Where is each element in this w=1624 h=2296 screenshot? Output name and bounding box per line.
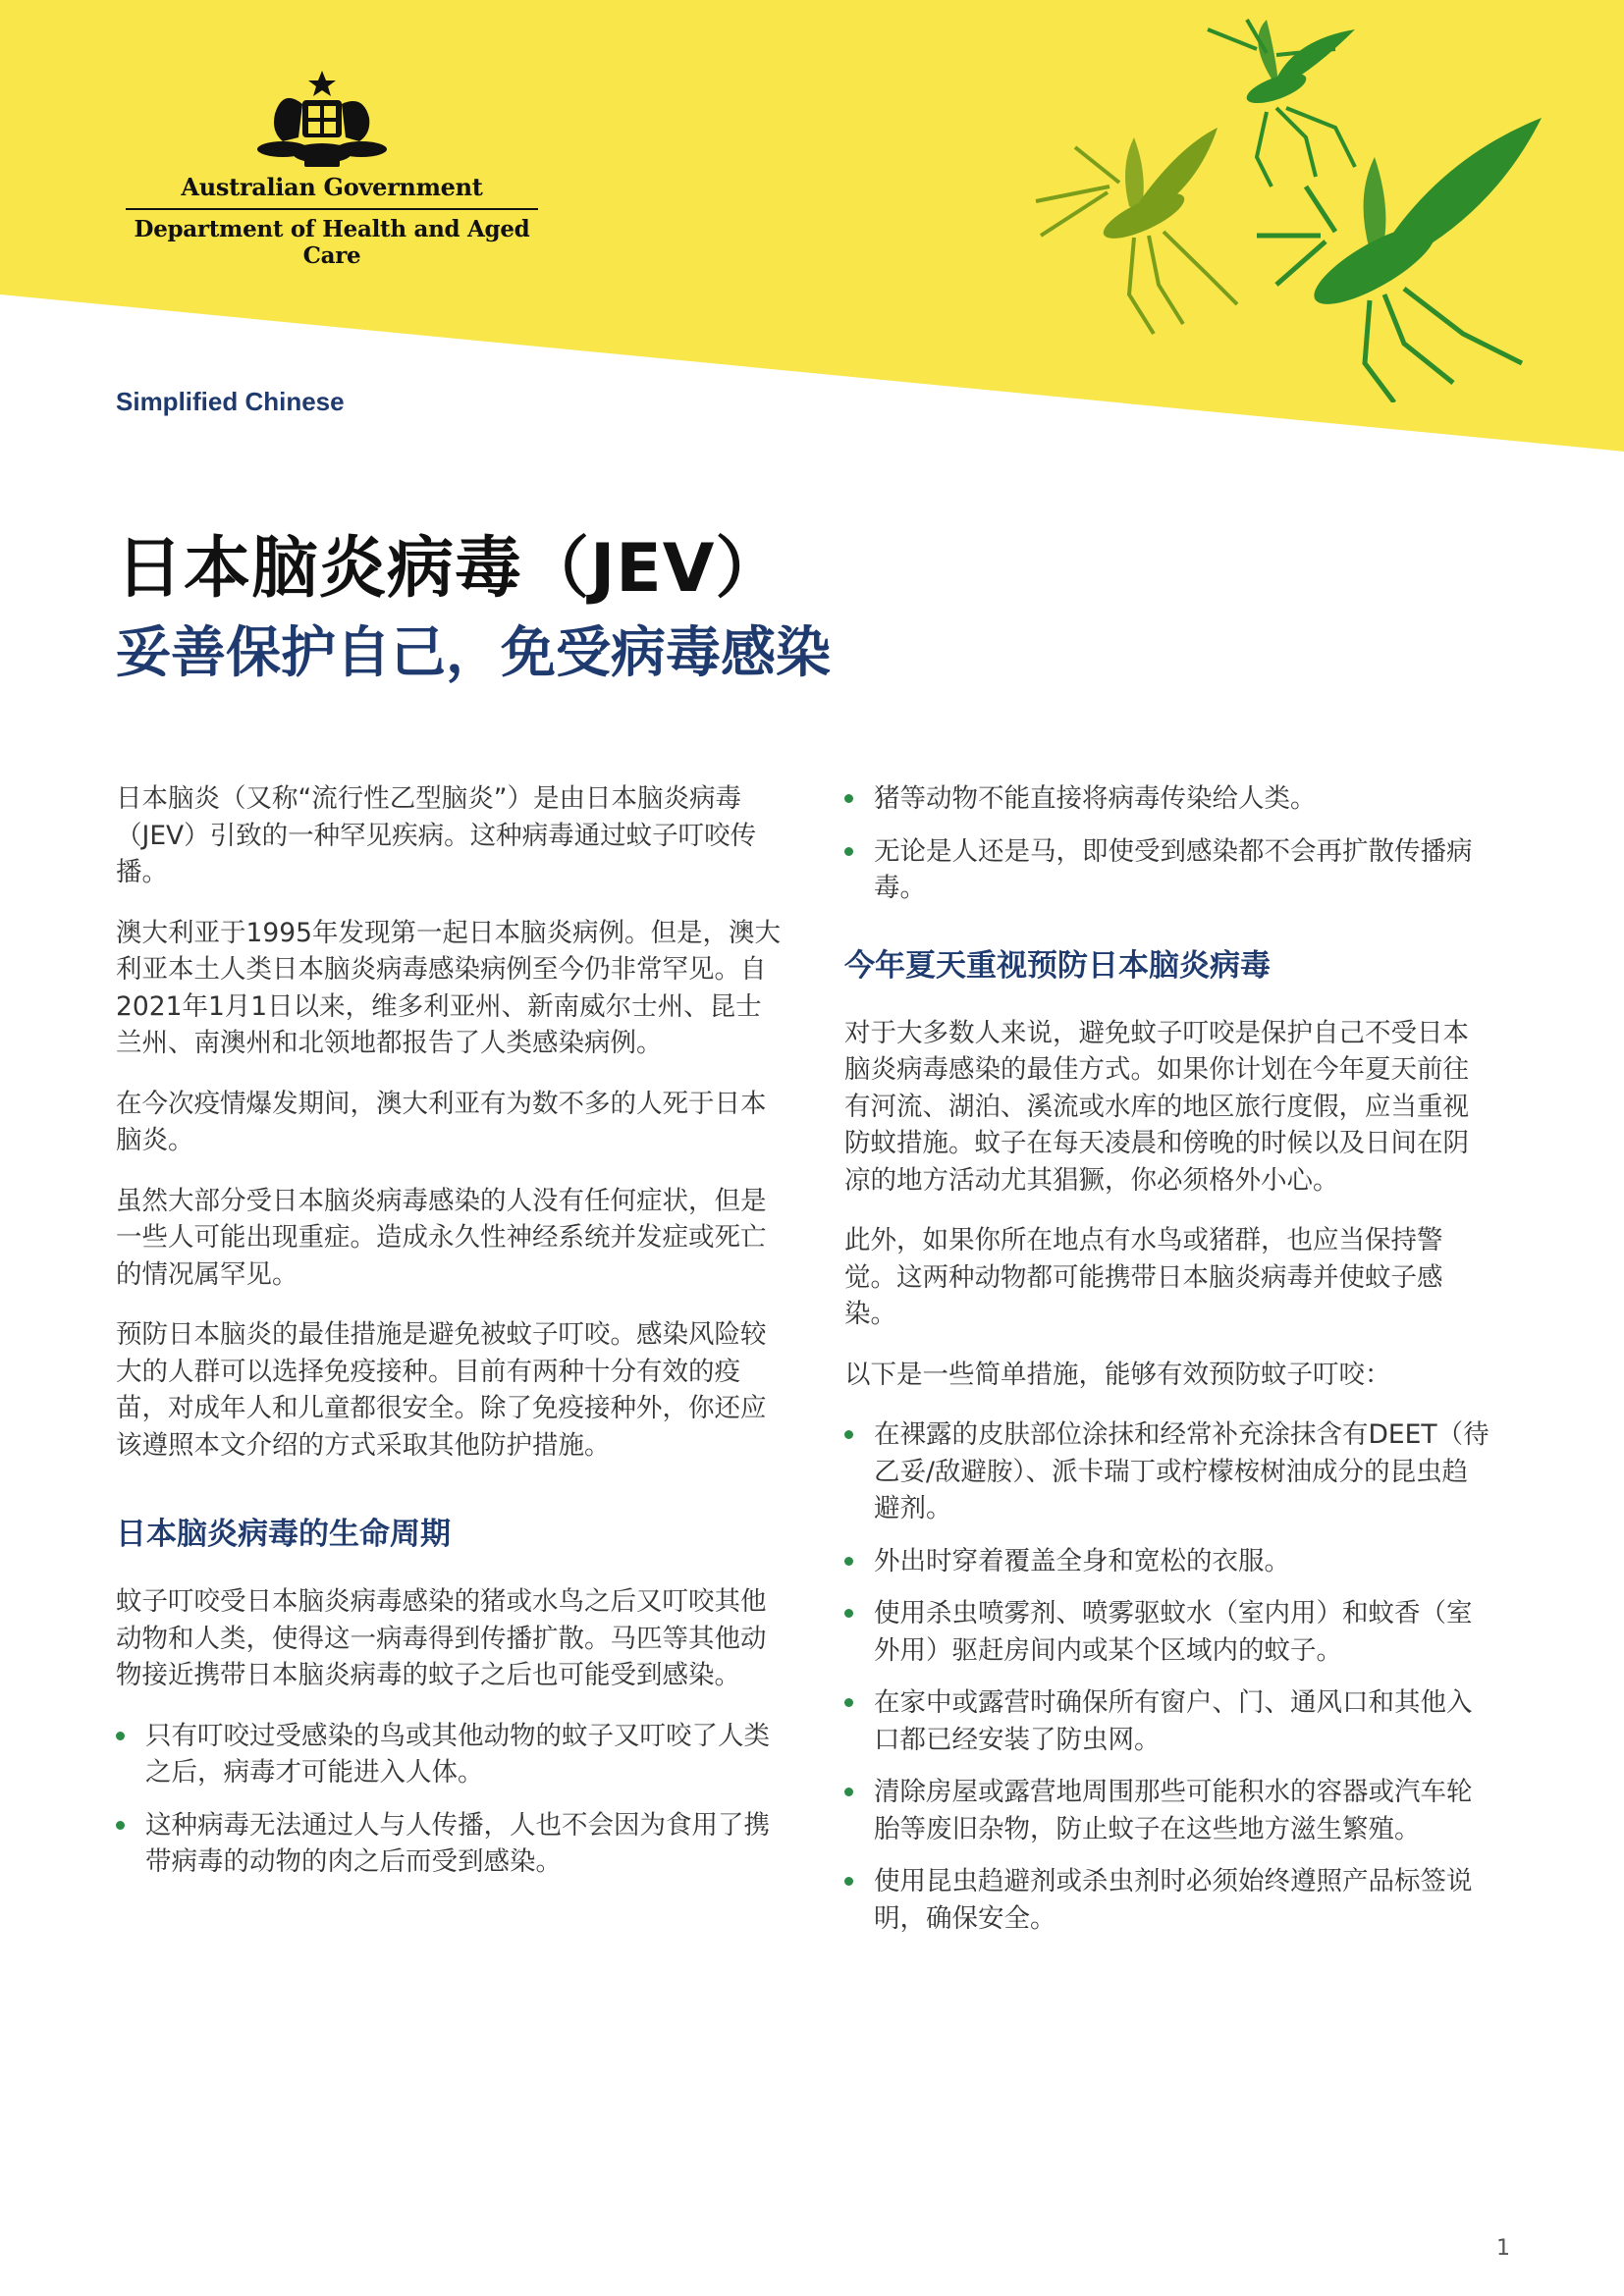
list-item: 猪等动物不能直接将病毒传染给人类。 [844,780,1492,818]
mosquito-large-body [1304,118,1542,318]
list-item: 使用昆虫趋避剂或杀虫剂时必须始终遵照产品标签说明，确保安全。 [844,1863,1492,1937]
bullet-icon [844,1698,853,1707]
bullet-icon [116,1821,125,1830]
right-column [844,780,1492,1952]
list-item: 只有叮咬过受感染的鸟或其他动物的蚊子又叮咬了人类之后，病毒才可能进入人体。 [116,1718,784,1791]
mosquito-illustration [982,10,1610,402]
list-item: 外出时穿着覆盖全身和宽松的衣服。 [844,1543,1492,1580]
left-column [116,780,784,1896]
bullet-icon [844,1788,853,1796]
bullet-icon [844,1557,853,1566]
mosquito-small-body [1243,20,1355,109]
paragraph: 蚊子叮咬受日本脑炎病毒感染的猪或水鸟之后又叮咬其他动物和人类，使得这一病毒得到传播扩散。马匹等其他动物接近携带日本脑炎病毒的蚊子之后也可能受到感染。 [116,1586,767,1690]
coat-of-arms-icon [253,69,391,169]
government-name: Australian Government [181,173,483,201]
bullet-icon [844,1430,853,1439]
section-heading-prevention: 今年夏天重视预防日本脑炎病毒 [844,947,1271,984]
paragraph: 此外，如果你所在地点有水鸟或猪群，也应当保持警觉。这两种动物都可能携带日本脑炎病毒并使蚊子感染。 [844,1225,1443,1329]
mosquito-large-icon [1257,187,1522,402]
bullet-icon [844,847,853,856]
list-item: 这种病毒无法通过人与人传播，人也不会因为食用了携带病毒的动物的肉之后而受到感染。 [116,1807,784,1881]
paragraph: 以下是一些简单措施，能够有效预防蚊子叮咬： [844,1359,1391,1390]
paragraph: 虽然大部分受日本脑炎病毒感染的人没有任何症状，但是一些人可能出现重症。造成永久性神经系统并发症或死亡的情况属罕见。 [116,1185,767,1290]
bullet-icon [844,1609,853,1618]
list-item: 无论是人还是马，即使受到感染都不会再扩散传播病毒。 [844,833,1492,907]
page-number: 1 [1496,2236,1510,2261]
bullet-icon [116,1732,125,1740]
department-name: Department of Health and Aged Care [134,216,530,269]
list-item: 在家中或露营时确保所有窗户、门、通风口和其他入口都已经安装了防虫网。 [844,1684,1492,1758]
bullet-icon [844,794,853,803]
government-logo [126,69,538,269]
language-label: Simplified Chinese [116,387,345,416]
paragraph: 在今次疫情爆发期间，澳大利亚有为数不多的人死于日本脑炎。 [116,1088,767,1155]
paragraph: 日本脑炎（又称“流行性乙型脑炎”）是由日本脑炎病毒（JEV）引致的一种罕见疾病。这种病毒通过蚊子叮咬传播。 [116,783,757,887]
bullet-icon [844,1877,853,1886]
mosquito-medium-body [1098,128,1218,247]
page-title: 日本脑炎病毒（JEV） [116,530,784,608]
page-subtitle: 妥善保护自己，免受病毒感染 [116,621,831,685]
list-item: 在裸露的皮肤部位涂抹和经常补充涂抹含有DEET（待乙妥/敌避胺）、派卡瑞丁或柠檬桉树油成分的昆虫趋避剂。 [844,1416,1492,1527]
bullet-list [844,780,1492,907]
paragraph: 预防日本脑炎的最佳措施是避免被蚊子叮咬。感染风险较大的人群可以选择免疫接种。目前有两种十分有效的疫苗，对成年人和儿童都很安全。除了免疫接种外，你还应该遵照本文介绍的方式采取其他防护措施。 [116,1319,767,1461]
list-item: 清除房屋或露营地周围那些可能积水的容器或汽车轮胎等废旧杂物，防止蚊子在这些地方滋生繁殖。 [844,1774,1492,1847]
bullet-list [116,1718,784,1881]
list-item: 使用杀虫喷雾剂、喷雾驱蚊水（室内用）和蚊香（室外用）驱赶房间内或某个区域内的蚊子。 [844,1595,1492,1669]
paragraph: 澳大利亚于1995年发现第一起日本脑炎病例。但是，澳大利亚本土人类日本脑炎病毒感染病例至今仍非常罕见。自2021年1月1日以来，维多利亚州、新南威尔士州、昆士兰州、南澳州和北领地都报告了人类感染病例。 [116,917,781,1058]
section-heading-lifecycle: 日本脑炎病毒的生命周期 [116,1517,451,1552]
logo-divider [126,208,538,210]
bullet-list [844,1416,1492,1937]
paragraph: 对于大多数人来说，避免蚊子叮咬是保护自己不受日本脑炎病毒感染的最佳方式。如果你计划在今年夏天前往有河流、湖泊、溪流或水库的地区旅行度假，应当重视防蚊措施。蚊子在每天凌晨和傍晚的时候以及日间在阴凉的地方活动尤其猖獗，你必须格外小心。 [844,1017,1469,1196]
